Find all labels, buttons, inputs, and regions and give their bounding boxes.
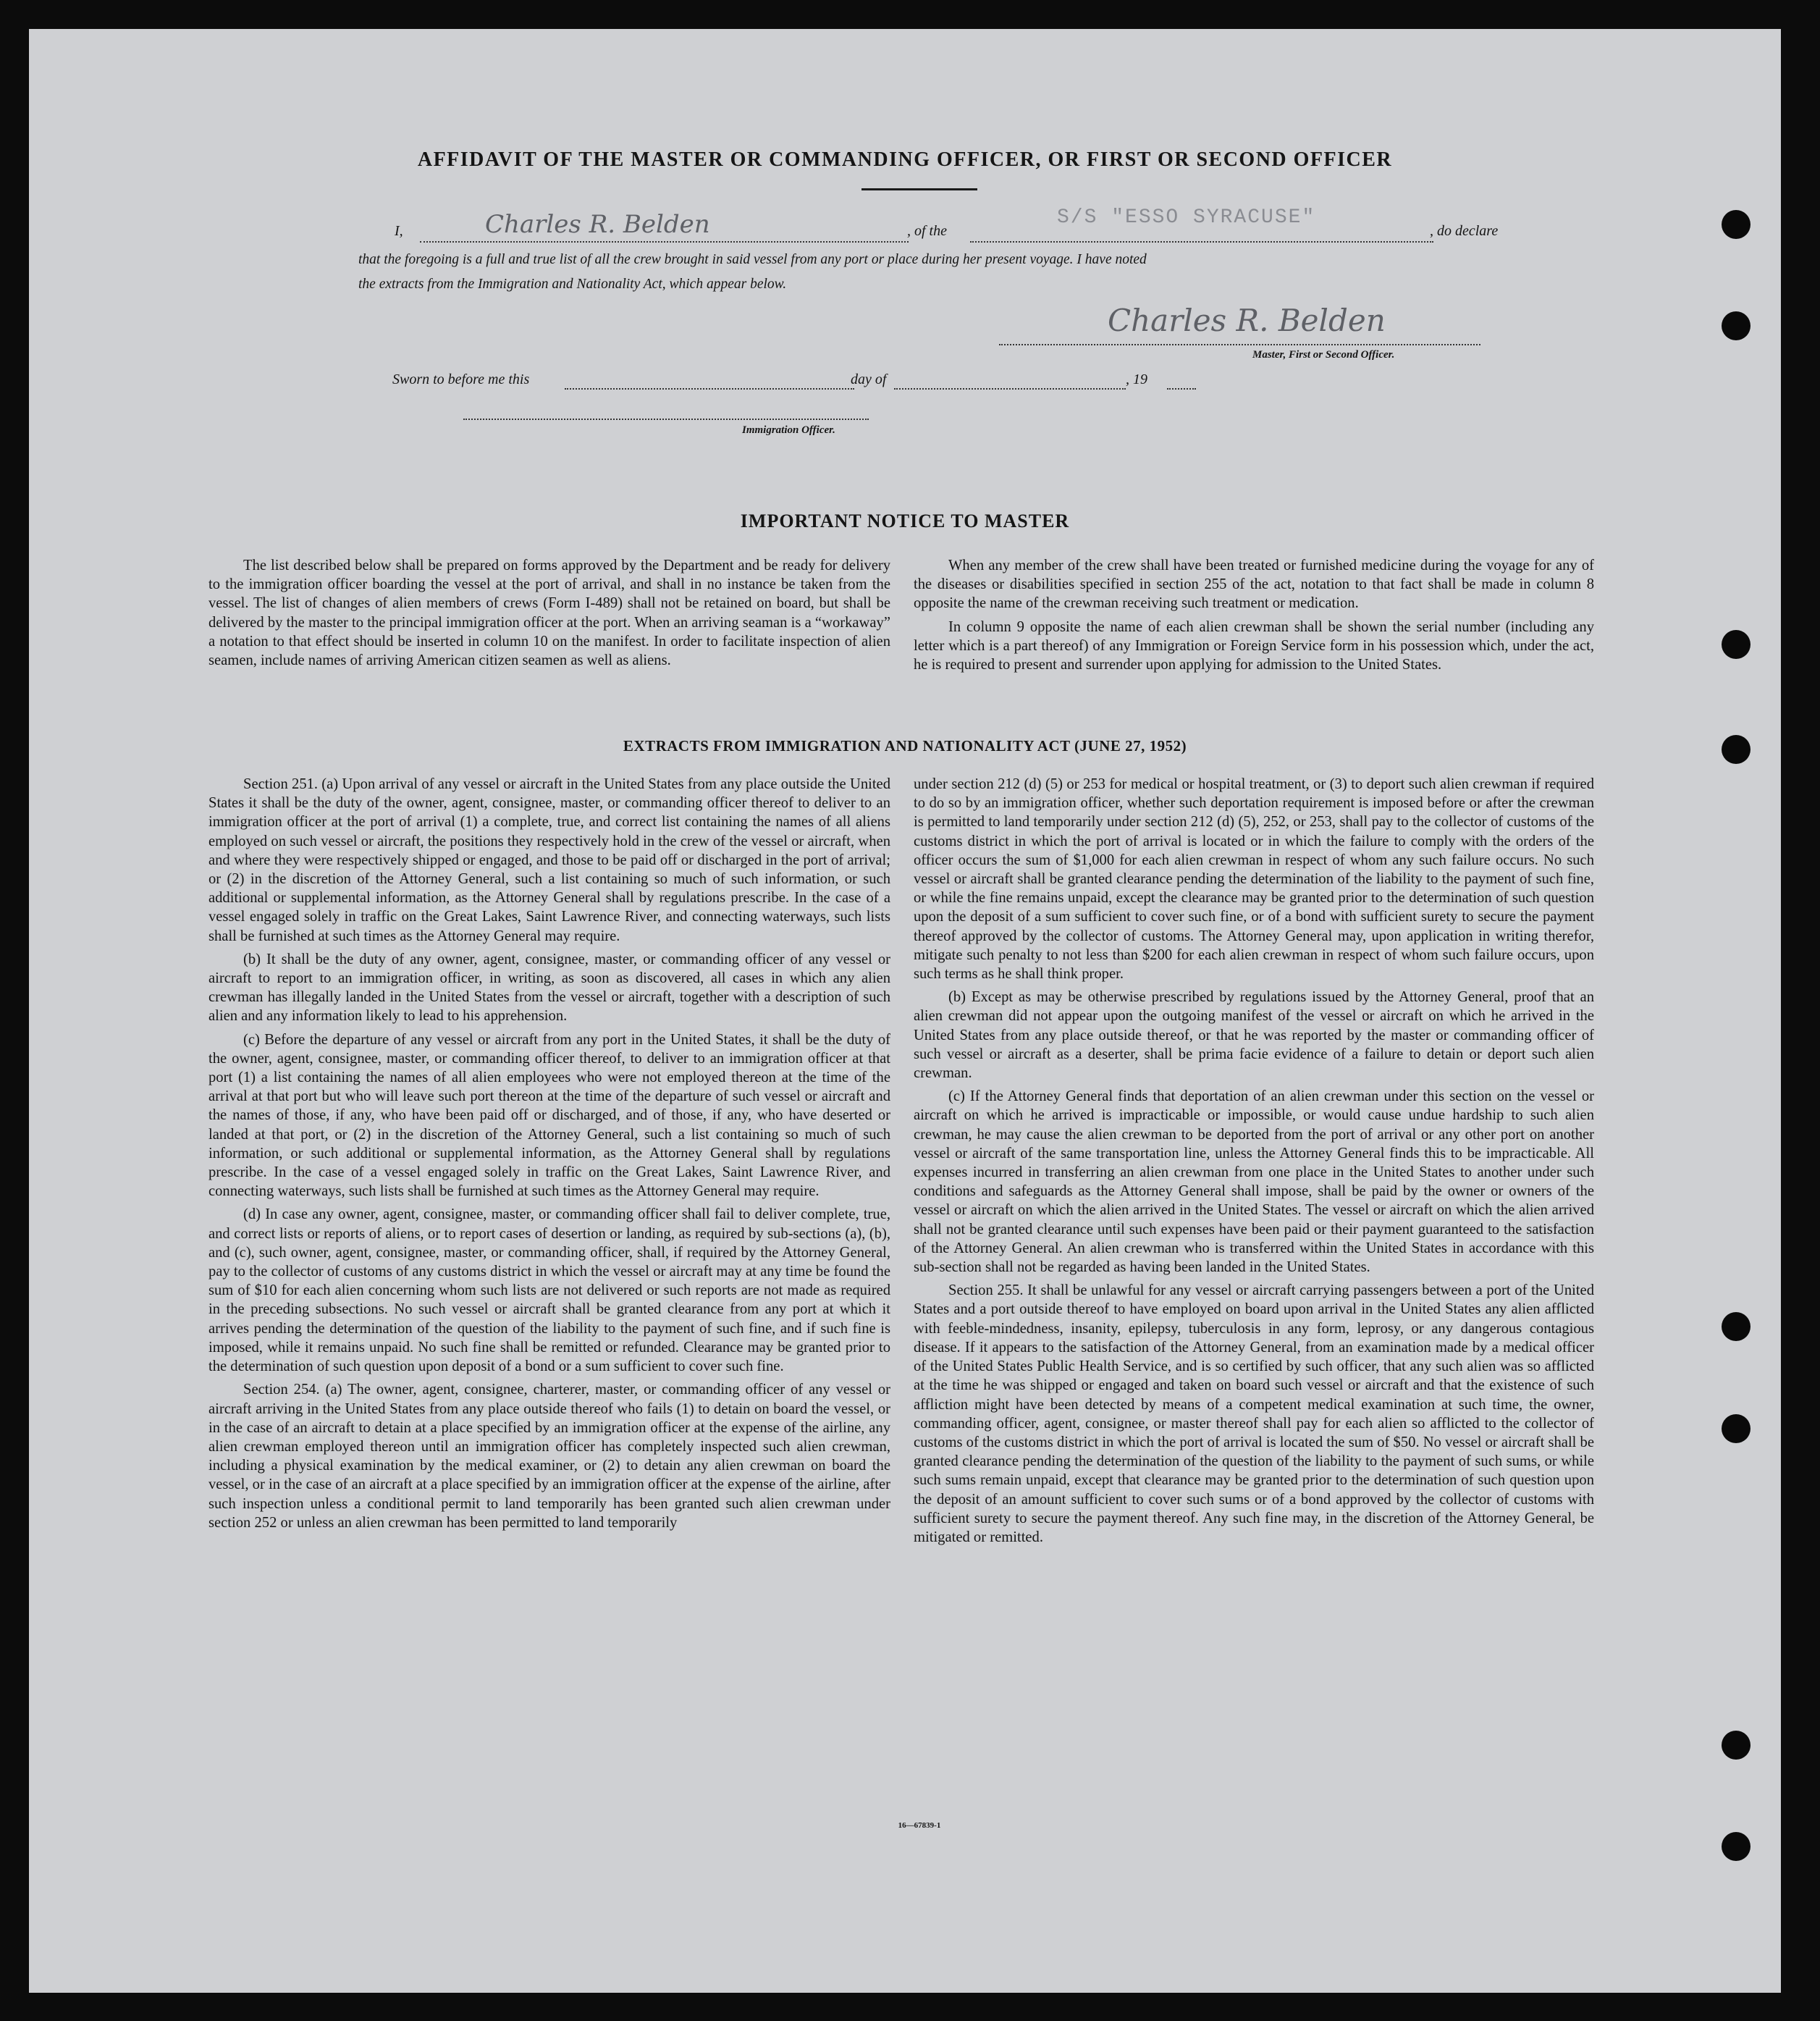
declaration-line-2: the extracts from the Immigration and Nationality Act, which appear below. (358, 277, 787, 292)
sworn-month-line (894, 388, 1126, 390)
extracts-right-column (914, 775, 1594, 1547)
sworn-year-line (1167, 388, 1196, 390)
notice-left-column (208, 556, 890, 670)
binder-hole-icon (1722, 1312, 1751, 1341)
extract-paragraph: (c) Before the departure of any vessel or aircraft from any port in the United States, it shall be the duty of the owner, agent, consignee, master, or commanding officer thereof, to deliver to an immigration officer at that port (1) a list containing the names of all alien employees who were not employed thereon at the time of the arrival at that port but who will leave such port thereon at the time of the departure of such vessel or aircraft and the names of those, if any, who have been paid off or discharged, and of those, if any, who have deserted or landed at that port, or (2) in the discretion of the Attorney General, such a list containing so much of such information, or such additional or supplemental information, as the Attorney General shall by regulations prescribe. In the case of a vessel engaged solely in traffic on the Great Lakes, Saint Lawrence River, and connecting waterways, such lists shall be furnished at such times as the Attorney General may require. (208, 1031, 890, 1200)
binder-hole-icon (1722, 1414, 1751, 1443)
binder-hole-icon (1722, 210, 1751, 239)
binder-hole-icon (1722, 311, 1751, 340)
declaration-line-1: that the foregoing is a full and true list of all the crew brought in said vessel from any port or place during her present voyage. I have noted (358, 252, 1147, 267)
extracts-left-column (208, 775, 890, 1532)
extract-paragraph: Section 251. (a) Upon arrival of any vessel or aircraft in the United States from any place outside the United States it shall be the duty of the owner, agent, consignee, master, or commanding officer thereof to deliver to an immigration officer at the port of arrival (1) a complete, true, and correct list containing the names of all aliens employed on such vessel or aircraft, the positions they respectively hold in the crew of the vessel or aircraft, when and where they were respectively shipped or engaged, and those to be paid off or discharged in the port of arrival; or (2) in the discretion of the Attorney General, such a list containing so much of such information, or such additional or supplemental information, as the Attorney General shall by regulations prescribe. In the case of a vessel engaged solely in traffic on the Great Lakes, Saint Lawrence River, and connecting waterways, such lists shall be furnished at such times as the Attorney General may require. (208, 776, 890, 944)
declarant-name-line (420, 241, 909, 243)
master-signature: Charles R. Belden (1108, 303, 1386, 338)
declarant-signature: Charles R. Belden (485, 210, 710, 239)
officer-signature-line (463, 419, 869, 420)
year-label: , 19 (1126, 371, 1147, 387)
extract-paragraph: Section 255. It shall be unlawful for any vessel or aircraft carrying passengers between a port of the United States and a port outside thereof to have employed on board upon arrival in the United States any alien afflicted with feeble-mindedness, insanity, epilepsy, tuberculosis in any form, leprosy, or any dangerous contagious disease. If it appears to the satisfaction of the Attorney General, from an examination made by a medical officer of the United States Public Health Service, and is so certified by such officer, that any such alien was so afflicted at the time he was shipped or engaged and taken on board such vessel or aircraft and that the existence of such affliction might have been detected by means of a competent medical examination at such time, the owner, commanding officer, agent, consignee, or master thereof shall pay for each alien so afflicted to the collector of customs of the customs district in which the port of arrival is located the sum of $50. No vessel or aircraft shall be granted clearance pending the determination of the question of the liability to the payment of such sums, or while such sums remain unpaid, except that clearance may be granted prior to the determination of such question upon the deposit of an amount sufficient to cover such sums or of a bond approved by the collector of customs with sufficient surety to secure the payment thereof. Any such fine may, in the discretion of the Attorney General, be mitigated or remitted. (914, 1282, 1594, 1545)
notice-paragraph: When any member of the crew shall have been treated or furnished medicine during the voyage for any of the diseases or disabilities specified in section 255 of the act, notation to that fact shall be made in column 8 opposite the name of the crewman receiving such treatment or medication. (914, 558, 1594, 612)
do-declare-label: , do declare (1430, 223, 1499, 239)
form-code: 16—67839-1 (898, 1821, 941, 1830)
of-the-label: , of the (907, 223, 947, 239)
officer-signature-caption: Immigration Officer. (742, 424, 835, 436)
binder-hole-icon (1722, 1832, 1751, 1861)
notice-title: IMPORTANT NOTICE TO MASTER (740, 510, 1070, 531)
extract-paragraph: (c) If the Attorney General finds that deportation of an alien crewman under this section on the vessel or aircraft on which he arrived is impracticable or impossible, or would cause undue hardship to such alien crewman, he may cause the alien crewman to be deported from the port of arrival or any other port on another vessel or aircraft of the same transportation line, unless the Attorney General finds this to be impracticable. All expenses incurred in transferring an alien crewman from one place in the United States to another under such conditions and safeguards as the Attorney General shall impose, shall be paid by the owner or owners of the vessel or aircraft on which the alien arrived in the United States. The vessel or aircraft on which the alien arrived shall not be granted clearance until such expenses have been paid or their payment guaranteed to the satisfaction of the Attorney General. An alien crewman who is transferred within the United States in accordance with this sub-section shall not be regarded as having been landed in the United States. (914, 1088, 1594, 1276)
notice-paragraph: The list described below shall be prepared on forms approved by the Department and be ready for delivery to the immigration officer boarding the vessel at the port of arrival, and shall in no instance be taken from the vessel. The list of changes of alien members of crews (Form I-489) shall not be retained on board, but shall be delivered by the master to the principal immigration officer at the port. When an arriving seaman is a “workaway” a notation to that effect should be inserted in column 10 on the manifest. In order to facilitate inspection of alien seamen, include names of arriving American citizen seamen as well as aliens. (208, 558, 890, 669)
sworn-day-line (565, 388, 854, 390)
day-of-label: day of (851, 371, 887, 387)
vessel-name-line (970, 241, 1433, 243)
vessel-name-stamp: S/S "ESSO SYRACUSE" (1057, 206, 1316, 229)
notice-right-column (914, 556, 1594, 674)
extract-paragraph: (b) Except as may be otherwise prescribed by regulations issued by the Attorney General, proof that an alien crewman did not appear upon the outgoing manifest of the vessel or aircraft on which he arrived in the United States from any place outside thereof, or that he was reported by the master or commanding officer of such vessel or aircraft as a deserter, shall be prima facie evidence of a failure to detain or deport such alien crewman. (914, 989, 1594, 1082)
master-signature-line (999, 344, 1480, 345)
extracts-title: EXTRACTS FROM IMMIGRATION AND NATIONALITY ACT (JUNE 27, 1952) (623, 737, 1187, 755)
sworn-label: Sworn to before me this (392, 371, 530, 387)
heading-rule (861, 188, 977, 190)
extract-paragraph: (b) It shall be the duty of any owner, agent, consignee, master, or commanding officer of any vessel or aircraft to report to an immigration officer, in writing, as soon as discovered, all cases in which any alien crewman has illegally landed in the United States from the vessel or aircraft, together with a description of such alien and any information likely to lead to his apprehension. (208, 951, 890, 1025)
extract-paragraph: (d) In case any owner, agent, consignee, master, or commanding officer shall fail to deliver complete, true, and correct lists or reports of aliens, or to report cases of desertion or landing, as required by sub-sections (a), (b), and (c), such owner, agent, consignee, master, or commanding officer, shall, if required by the Attorney General, pay to the collector of customs of any customs district in which the vessel or aircraft may at any time be found the sum of $10 for each alien concerning whom such lists are not delivered or such reports are not made as required in the preceding subsections. No such vessel or aircraft shall be granted clearance from any port at which it arrives pending the determination of the question of the liability to the payment of such fine, and if such fine is imposed, while it remains unpaid. No such fine shall be remitted or refunded. Clearance may be granted prior to the determination of such question upon deposit of a bond or a sum sufficient to cover such fine. (208, 1206, 890, 1375)
document-page (29, 29, 1781, 1993)
notice-paragraph: In column 9 opposite the name of each alien crewman shall be shown the serial number (including any letter which is a part thereof) of any Immigration or Foreign Service form in his possession which, under the act, he is required to present and surrender upon applying for admission to the United States. (914, 618, 1594, 673)
binder-hole-icon (1722, 1731, 1751, 1760)
affidavit-heading: AFFIDAVIT OF THE MASTER OR COMMANDING OFFICER, OR FIRST OR SECOND OFFICER (417, 148, 1393, 171)
extract-paragraph: under section 212 (d) (5) or 253 for medical or hospital treatment, or (3) to deport such alien crewman if required to do so by an immigration officer, whether such deportation requirement is imposed before or after the crewman is permitted to land temporarily under section 212 (d) (5), 252, or 253, shall pay to the collector of customs of the customs district in which the port of arrival is located or in which the failure to comply with the orders of the officer occurs the sum of $1,000 for each alien crewman in respect of whom any such failure occurs. No such vessel or aircraft shall be granted clearance pending the determination of the liability to the payment of such fine, or while the fine remains unpaid, except the clearance may be granted prior to the determination of such question upon the deposit of a sum sufficient to cover such fine, or of a bond with sufficient surety to secure the payment thereof approved by the collector of customs. The Attorney General may, upon application in writing therefor, mitigate such penalty to not less than $200 for each alien crewman in respect of whom such failure occurs, upon such terms as he shall think proper. (914, 776, 1594, 983)
declarant-label: I, (395, 223, 403, 239)
master-signature-caption: Master, First or Second Officer. (1252, 349, 1395, 361)
extract-paragraph: Section 254. (a) The owner, agent, consignee, charterer, master, or commanding officer of any vessel or aircraft arriving in the United States from any place outside thereof who fails (1) to detain on board the vessel, or in the case of an aircraft to detain at a place specified by an immigration officer at the expense of the airline, any alien crewman employed thereon until an immigration officer has completely inspected such alien crewman, including a physical examination by the medical examiner, or (2) to detain any alien crewman on board the vessel, or in the case of an aircraft at a place specified by an immigration officer at the expense of the airline, after such inspection unless a conditional permit to land temporarily has been granted such alien crewman under section 252 or unless an alien crewman has been permitted to land temporarily (208, 1382, 890, 1531)
